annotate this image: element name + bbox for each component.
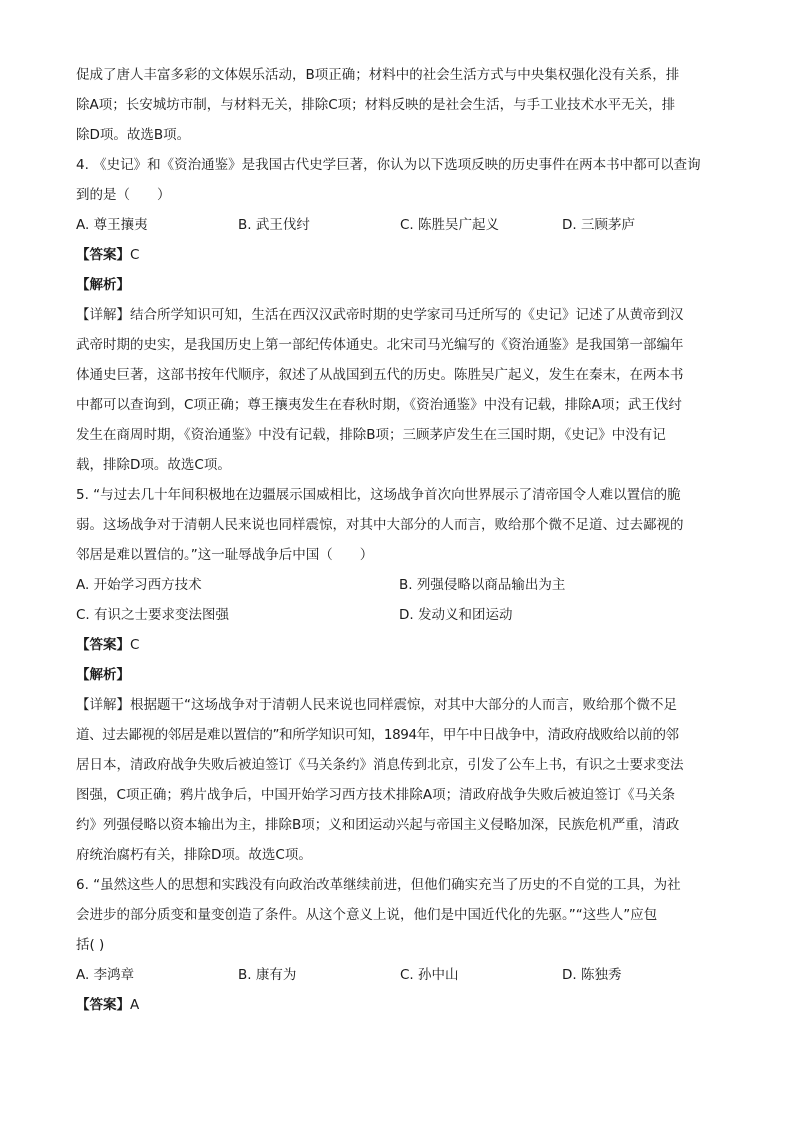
question-stem-line: 到的是（ ） [76, 187, 171, 203]
prev-analysis-continued [76, 60, 724, 150]
question-stem-line: 5. “与过去几十年间积极地在边疆展示国威相比，这场战争首次向世界展示了清帝国令人难以置信的脆 [76, 487, 681, 503]
detail-line: 中都可以查询到，C项正确；尊王攘夷发生在春秋时期，《资治通鉴》中没有记载，排除A项；武王伐纣 [76, 397, 682, 413]
options-row [76, 570, 724, 600]
detail-line: 【详解】结合所学知识可知，生活在西汉汉武帝时期的史学家司马迁所写的《史记》记述了从黄帝到汉 [76, 307, 684, 323]
options-row [76, 210, 724, 240]
option-c: C. 孙中山 [400, 967, 459, 983]
answer-line [76, 630, 724, 660]
question-stem-line: 括( ) [76, 937, 105, 953]
answer-line [76, 240, 724, 270]
answer-value: C [130, 637, 140, 653]
analysis-label [76, 270, 724, 300]
detail-line: 武帝时期的史实，是我国历史上第一部纪传体通史。北宋司马光编写的《资治通鉴》是我国第一部编年 [76, 337, 684, 353]
detail-line: 居日本，清政府战争失败后被迫签订《马关条约》消息传到北京，引发了公车上书，有识之士要求变法 [76, 757, 684, 773]
option-b: B. 康有为 [238, 967, 297, 983]
option-a: A. 开始学习西方技术 [76, 577, 202, 593]
option-c: C. 陈胜吴广起义 [400, 217, 500, 233]
option-d: D. 陈独秀 [562, 967, 622, 983]
option-a: A. 李鸿章 [76, 967, 135, 983]
analysis-label-text: 【解析】 [76, 667, 130, 683]
detail-line: 道、过去鄙视的邻居是难以置信的”和所学知识可知，1894年，甲午中日战争中，清政府战败给以前的邻 [76, 727, 679, 743]
answer-value: C [130, 247, 140, 263]
analysis-label-text: 【解析】 [76, 277, 130, 293]
detail-line: 【详解】根据题干“这场战争对于清朝人民来说也同样震惊，对其中大部分的人而言，败给那个微不足 [76, 697, 677, 713]
detail-line: 体通史巨著，这部书按年代顺序，叙述了从战国到五代的历史。陈胜吴广起义，发生在秦末，在两本书 [76, 367, 684, 383]
detail-line: 发生在商周时期，《资治通鉴》中没有记载，排除B项；三顾茅庐发生在三国时期，《史记》中没有记 [76, 427, 666, 443]
answer-value: A [130, 997, 140, 1013]
answer-label: 【答案】 [76, 247, 130, 263]
question-4 [76, 150, 724, 480]
question-stem-line: 会进步的部分质变和量变创造了条件。从这个意义上说，他们是中国近代化的先驱。”“这些人”应包 [76, 907, 658, 923]
question-stem-line: 弱。这场战争对于清朝人民来说也同样震惊，对其中大部分的人而言，败给那个微不足道、过去鄙视的 [76, 517, 684, 533]
question-5 [76, 480, 724, 870]
detail-line: 府统治腐朽有关，排除D项。故选C项。 [76, 847, 312, 863]
question-stem-line: 邻居是难以置信的。”这一耻辱战争后中国（ ） [76, 547, 374, 563]
options-row [76, 600, 724, 630]
text-line: 促成了唐人丰富多彩的文体娱乐活动，B项正确；材料中的社会生活方式与中央集权强化没有关系，排 [76, 67, 680, 83]
answer-label: 【答案】 [76, 997, 130, 1013]
option-b: B. 武王伐纣 [238, 217, 310, 233]
detail-line: 约》列强侵略以资本输出为主，排除B项；义和团运动兴起与帝国主义侵略加深，民族危机严重，清政 [76, 817, 680, 833]
answer-line [76, 990, 724, 1020]
options-row [76, 960, 724, 990]
question-6 [76, 870, 724, 1020]
answer-label: 【答案】 [76, 637, 130, 653]
detail-line: 载，排除D项。故选C项。 [76, 457, 231, 473]
option-b: B. 列强侵略以商品输出为主 [399, 577, 566, 593]
question-stem-line: 4. 《史记》和《资治通鉴》是我国古代史学巨著，你认为以下选项反映的历史事件在两本书中都可以查询 [76, 157, 701, 173]
text-line: 除A项；长安城坊市制，与材料无关，排除C项；材料反映的是社会生活，与手工业技术水平无关，排 [76, 97, 676, 113]
analysis-label [76, 660, 724, 690]
option-d: D. 发动义和团运动 [399, 607, 513, 623]
text-line: 除D项。故选B项。 [76, 127, 191, 143]
question-stem-line: 6. “虽然这些人的思想和实践没有向政治改革继续前进，但他们确实充当了历史的不自觉的工具，为社 [76, 877, 681, 893]
option-a: A. 尊王攘夷 [76, 217, 148, 233]
option-d: D. 三顾茅庐 [562, 217, 635, 233]
detail-line: 图强，C项正确；鸦片战争后，中国开始学习西方技术排除A项；清政府战争失败后被迫签订《马关条 [76, 787, 676, 803]
option-c: C. 有识之士要求变法图强 [76, 607, 230, 623]
